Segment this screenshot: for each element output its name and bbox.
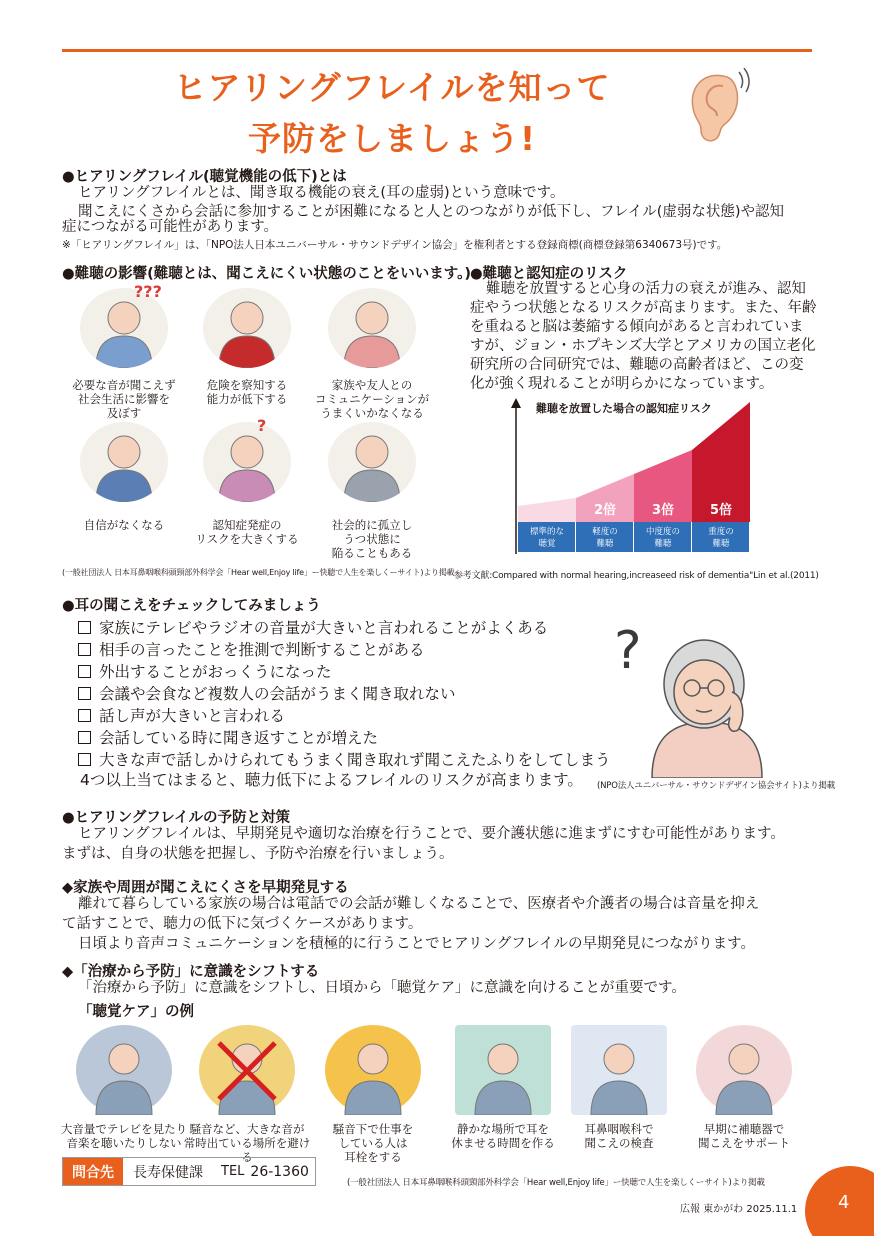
hearing-care-caption: 騒音など、大きな音が 常時出ている場所を避ける	[183, 1122, 311, 1164]
impact-caption: 必要な音が聞こえず 社会生活に影響を 及ぼす	[72, 378, 176, 420]
prevention-l1: ヒアリングフレイルは、早期発見や適切な治療を行うことで、要介護状態に進まずにすむ可能性があります。	[78, 826, 785, 842]
impact-caption: 家族や友人との コミュニケーションが うまくいかなくなる	[314, 378, 430, 420]
impact-caption: 社会的に孤立し うつ状態に 陥ることもある	[331, 518, 413, 560]
earplug-worker-icon	[325, 1025, 421, 1115]
dementia-text	[470, 280, 817, 394]
car-danger-icon	[203, 288, 291, 368]
family-talk-icon	[328, 288, 416, 368]
checkbox[interactable]	[78, 665, 91, 678]
chart-category-label: 軽度の	[592, 527, 618, 537]
sad-man-icon	[80, 422, 168, 502]
checkbox[interactable]	[78, 643, 91, 656]
footer-issue: 広報 東かがわ 2025.11.1	[680, 1204, 798, 1215]
chart-axis-arrow	[511, 398, 521, 408]
dementia-risk-chart	[500, 392, 762, 558]
care-source: (一般社団法人 日本耳鼻咽喉科頭頸部外科学会「Hear well,Enjoy life」ー快聴で人生を楽しくーサイト)より掲載	[347, 1178, 765, 1188]
intro-p2b: 症につながる可能性があります。	[62, 219, 279, 235]
page-number: 4	[838, 1192, 850, 1213]
chart-category-label: 難聴	[654, 539, 672, 549]
top-rule	[62, 49, 812, 52]
impact-caption: 自信がなくなる	[83, 518, 165, 532]
check-list	[78, 616, 611, 770]
impact-caption: 認知症発症の リスクを大きくする	[195, 518, 299, 546]
shift-l1: 「治療から予防」に意識をシフトし、日頃から「聴覚ケア」に意識を向けることが重要です。	[78, 980, 686, 996]
chart-category-label: 重度の	[708, 527, 734, 537]
check-source: (NPO法人ユニバーサル・サウンドデザイン協会サイト)より掲載	[597, 781, 835, 791]
early-heading: ◆家族や周囲が聞こえにくさを早期発見する	[62, 880, 349, 896]
intro-heading: ●ヒアリングフレイル(聴覚機能の低下)とは	[62, 169, 347, 185]
title-line-1: ヒアリングフレイルを知って	[173, 68, 611, 107]
checkbox[interactable]	[78, 731, 91, 744]
ear-icon	[683, 68, 753, 146]
trademark-note: ※「ヒアリングフレイル」は、「NPO法人日本ユニバーサル・サウンドデザイン協会」を権利者とする登録商標(商標登録第6340673号)です。	[62, 239, 728, 251]
noise-avoid-icon	[199, 1025, 295, 1115]
impact-source: (一般社団法人 日本耳鼻咽喉科頭頸部外科学会「Hear well,Enjoy life」ー快聴で人生を楽しくーサイト)より掲載	[62, 568, 455, 577]
chart-category-label: 標準的な	[529, 527, 565, 537]
chart-category-label: 中度度の	[645, 527, 681, 537]
page-title	[62, 62, 722, 160]
dementia-heading: ●難聴と認知症のリスク	[470, 266, 628, 282]
dementia-woman-icon	[203, 422, 291, 502]
dementia-line: 化が強く現れることが明らかになっています。	[470, 376, 774, 392]
intro-p1: ヒアリングフレイルとは、聞き取る機能の衰え(耳の虚弱)という意味です。	[78, 185, 565, 201]
chart-title: 難聴を放置した場合の認知症リスク	[536, 402, 712, 415]
quiet-rest-icon	[455, 1025, 551, 1115]
thinking-woman-icon	[612, 618, 782, 778]
isolated-man-icon	[328, 422, 416, 502]
loud-tv-icon	[76, 1025, 172, 1115]
question-mark-icon: ?	[257, 416, 267, 435]
chart-category-label: 聴覚	[538, 539, 556, 549]
check-item-label: 大きな声で話しかけられてもうまく聞き取れず聞こえたふりをしてしまう	[99, 751, 611, 769]
chart-value-label: 5倍	[709, 503, 733, 518]
chart-value-label: 3倍	[651, 503, 675, 518]
contact-tel[interactable]: 26-1360	[250, 1163, 309, 1180]
dementia-line: を重ねると脳は萎縮する傾向があると言われていま	[470, 319, 804, 335]
check-item[interactable]	[78, 748, 611, 770]
hearing-aid-icon	[696, 1025, 792, 1115]
check-item-label: 話し声が大きいと言われる	[99, 707, 286, 725]
check-item-label: 外出することがおっくうになった	[99, 663, 332, 681]
hearing-care-caption: 耳鼻咽喉科で 聞こえの検査	[584, 1122, 654, 1150]
contact-dept: 長寿保健課	[133, 1164, 203, 1181]
chart-value-label: 2倍	[593, 503, 617, 518]
prevention-heading: ●ヒアリングフレイルの予防と対策	[62, 810, 290, 826]
check-item-label: 会話している時に聞き返すことが増えた	[99, 729, 379, 747]
chart-area-segment	[518, 498, 576, 522]
hearing-care-caption: 早期に補聴器で 聞こえをサポート	[698, 1122, 790, 1150]
check-item[interactable]	[78, 616, 611, 638]
chart-reference: 参考文献:Compared with normal hearing,increaseed risk of dementia"Lin et al.(2011)	[454, 571, 819, 581]
contact-label: 問合先	[63, 1158, 123, 1185]
question-mark-icon: ???	[134, 282, 162, 301]
ent-exam-icon	[571, 1025, 667, 1115]
check-item[interactable]	[78, 682, 611, 704]
check-item-label: 相手の言ったことを推測で判断することがある	[99, 641, 425, 659]
check-item[interactable]	[78, 660, 611, 682]
impact-heading: ●難聴の影響(難聴とは、聞こえにくい状態のことをいいます。)	[62, 266, 471, 282]
intro-p2a: 聞こえにくさから会話に参加することが困難になると人とのつながりが低下し、フレイル(虚弱な状態)や認知	[78, 204, 785, 220]
check-result: 4つ以上当てはまると、聴力低下によるフレイルのリスクが高まります。	[80, 771, 583, 789]
dementia-line: すが、ジョン・ホプキンズ大学とアメリカの国立老化	[470, 338, 816, 354]
early-l2: て話すことで、聴力の低下に気づくケースがあります。	[62, 916, 423, 932]
contact-box	[62, 1157, 316, 1186]
check-item-label: 家族にテレビやラジオの音量が大きいと言われることがよくある	[99, 619, 549, 637]
check-item[interactable]	[78, 726, 611, 748]
check-item-label: 会議や会食など複数人の会話がうまく聞き取れない	[99, 685, 456, 703]
hearing-care-subheading: 「聴覚ケア」の例	[78, 1004, 194, 1020]
shift-heading: ◆「治療から予防」に意識をシフトする	[62, 964, 320, 980]
prevention-l2: まずは、自身の状態を把握し、予防や治療を行いましょう。	[62, 846, 454, 862]
checkbox[interactable]	[78, 687, 91, 700]
impact-caption: 危険を察知する 能力が低下する	[206, 378, 288, 406]
checkbox[interactable]	[78, 709, 91, 722]
hearing-care-caption: 静かな場所で耳を 休ませる時間を作る	[451, 1122, 555, 1150]
hearing-care-caption: 大音量でテレビを見たり 音楽を聴いたりしない	[60, 1122, 188, 1150]
dementia-line: 症やうつ状態となるリスクが高まります。また、年齢	[470, 300, 817, 316]
chart-category-label: 難聴	[596, 539, 614, 549]
hearing-care-caption: 騒音下で仕事を している人は 耳栓をする	[332, 1122, 414, 1164]
page-number-badge	[805, 1166, 874, 1236]
early-l1: 離れて暮らしている家族の場合は電話での会話が難しくなることで、医療者や介護者の場合は音量を抑え	[78, 896, 760, 912]
chart-category-label: 難聴	[712, 539, 730, 549]
check-heading: ●耳の聞こえをチェックしてみましょう	[62, 598, 321, 614]
dementia-line: 研究所の合同研究では、難聴の高齢者ほど、この変	[470, 357, 804, 373]
checkbox[interactable]	[78, 621, 91, 634]
svg-text:?: ?	[614, 621, 642, 681]
check-item[interactable]	[78, 638, 611, 660]
early-l3: 日頃より音声コミュニケーションを積極的に行うことでヒアリングフレイルの早期発見につながります。	[78, 936, 756, 952]
contact-tel-label: TEL	[221, 1164, 245, 1179]
check-item[interactable]	[78, 704, 611, 726]
title-line-2: 予防をしましょう!	[247, 119, 537, 158]
dementia-line: 難聴を放置すると心身の活力の衰えが進み、認知	[486, 281, 806, 297]
checkbox[interactable]	[78, 753, 91, 766]
